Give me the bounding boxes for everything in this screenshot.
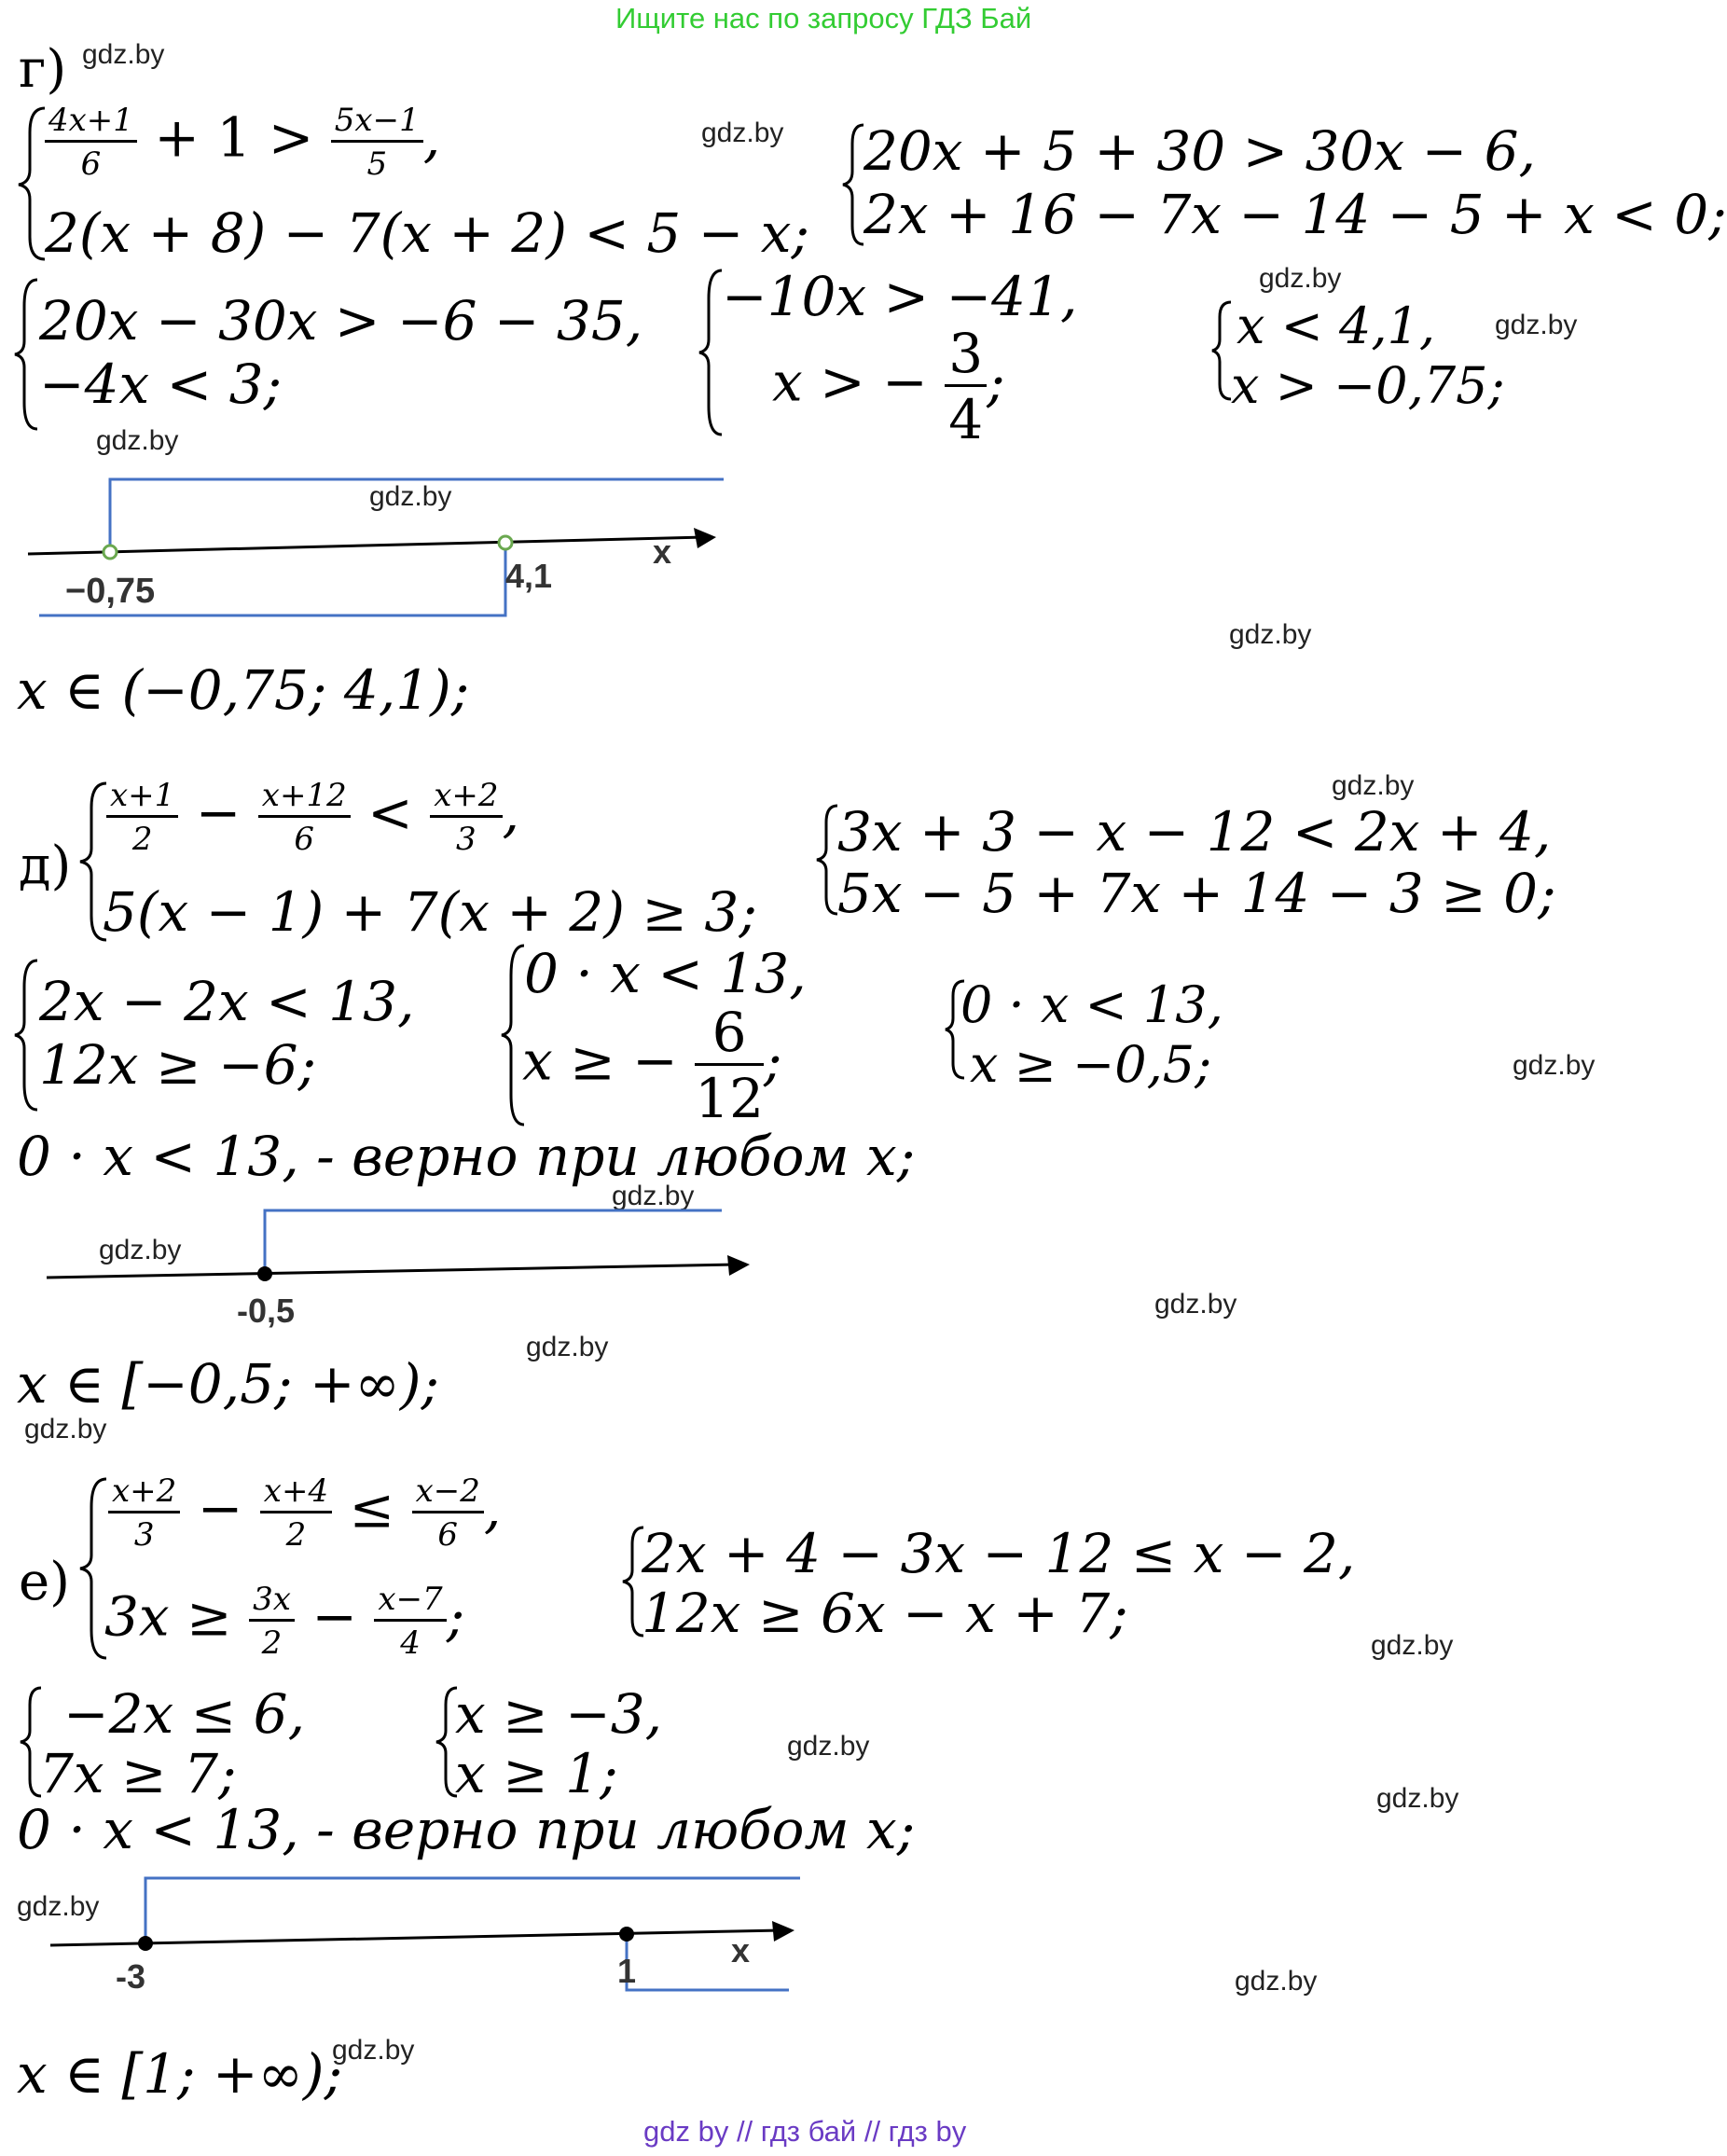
fraction-denominator: 2 xyxy=(285,1516,307,1554)
closed-point-icon xyxy=(619,1927,634,1942)
watermark: gdz.by xyxy=(99,1235,182,1265)
fraction-denominator: 3 xyxy=(133,1516,155,1554)
answer-d: x ∈ [−0,5; +∞); xyxy=(17,1352,440,1416)
equation-line: 5x − 5 + 7x + 14 − 3 ≥ 0; xyxy=(837,862,1556,925)
equation-line: 5(x − 1) + 7(x + 2) ≥ 3; xyxy=(103,880,757,944)
equation-line: 7x ≥ 7; xyxy=(39,1742,237,1805)
equation-line: x > −0,75; xyxy=(1231,356,1505,415)
watermark: gdz.by xyxy=(1376,1783,1459,1814)
part-label-e: е) xyxy=(19,1552,70,1612)
watermark: gdz.by xyxy=(1513,1050,1596,1081)
number-line-d xyxy=(0,1203,793,1334)
equation-line: 12x ≥ 6x − x + 7; xyxy=(642,1582,1128,1645)
watermark: gdz.by xyxy=(1371,1630,1454,1661)
watermark: gdz.by xyxy=(369,481,452,512)
equation-line: −2x ≤ 6, xyxy=(63,1682,306,1746)
watermark: gdz.by xyxy=(24,1414,107,1444)
closed-point-icon xyxy=(138,1936,153,1951)
equation-line: 20x − 30x > −6 − 35, xyxy=(39,289,643,352)
equation-line: 0 · x < 13, xyxy=(524,942,807,1005)
number-line-e xyxy=(0,1865,839,2014)
fraction-denominator: 4 xyxy=(400,1624,421,1662)
equation-line: 12x ≥ −6; xyxy=(39,1033,317,1097)
fraction-numerator: x−2 xyxy=(412,1475,484,1513)
watermark: gdz.by xyxy=(1235,1966,1318,1997)
equation-text: x ≥ − xyxy=(522,1029,678,1093)
fraction-numerator: x+2 xyxy=(430,780,502,818)
open-point-icon xyxy=(104,546,117,559)
equation-line: 2(x + 8) − 7(x + 2) < 5 − x; xyxy=(45,201,810,265)
fraction-denominator: 6 xyxy=(80,145,102,183)
watermark: gdz.by xyxy=(612,1181,695,1211)
fraction-denominator: 4 xyxy=(948,388,984,451)
brace-icon xyxy=(13,276,41,435)
equation-text: , xyxy=(502,781,519,845)
fraction-denominator: 6 xyxy=(294,821,315,858)
arrow-icon xyxy=(694,528,716,548)
part-label-g: г) xyxy=(19,39,67,100)
equation-line: −10x > −41, xyxy=(722,265,1078,328)
equation-line: 0 · x < 13, xyxy=(960,975,1223,1034)
fraction-denominator: 12 xyxy=(695,1067,765,1130)
equation-line: 2x + 16 − 7x − 14 − 5 + x < 0; xyxy=(864,183,1727,246)
number-line-g xyxy=(0,466,746,625)
equation-line: 2x − 2x < 13, xyxy=(39,970,415,1033)
axis-line xyxy=(50,1930,781,1945)
tick-label: 1 xyxy=(617,1952,637,1990)
watermark: gdz.by xyxy=(1495,310,1578,340)
equation-line: x ≥ −0,5; xyxy=(970,1035,1212,1094)
watermark: gdz.by xyxy=(17,1891,100,1922)
axis-line xyxy=(47,1265,737,1278)
equation-text: − xyxy=(311,1584,357,1649)
arrow-icon xyxy=(727,1255,750,1276)
watermark: gdz.by xyxy=(787,1731,870,1762)
equation-text: , xyxy=(422,105,441,170)
fraction-numerator: x−7 xyxy=(374,1583,446,1622)
equation-text: − xyxy=(197,1476,243,1541)
equation-line: x ≥ −3, xyxy=(455,1682,663,1746)
footer-text: gdz by // гдз бай // гдз by xyxy=(643,2115,967,2148)
watermark: gdz.by xyxy=(1229,619,1312,650)
equation-text: < xyxy=(367,781,413,845)
fraction-numerator: x+2 xyxy=(108,1475,180,1513)
arrow-icon xyxy=(772,1921,794,1942)
equation-text: , xyxy=(483,1476,502,1541)
fraction-numerator: 6 xyxy=(695,1005,764,1066)
watermark: gdz.by xyxy=(526,1332,609,1362)
fraction-denominator: 5 xyxy=(366,145,388,183)
equation-line: −4x < 3; xyxy=(39,352,283,416)
fraction-denominator: 3 xyxy=(456,821,477,858)
equation-line: 2x + 4 − 3x − 12 ≤ x − 2, xyxy=(642,1522,1356,1585)
equation-line xyxy=(772,322,1005,451)
interval-bracket-upper xyxy=(145,1878,800,1943)
tick-label: −0,75 xyxy=(65,572,156,611)
fraction-denominator: 6 xyxy=(437,1516,459,1554)
answer-e: x ∈ [1; +∞); xyxy=(17,2042,343,2106)
equation-line: x ≥ 1; xyxy=(455,1742,618,1805)
watermark: gdz.by xyxy=(1154,1289,1237,1320)
equation-text: ; xyxy=(446,1584,465,1649)
watermark: gdz.by xyxy=(96,425,179,456)
equation-text: ; xyxy=(987,350,1005,414)
fraction-numerator: 4x+1 xyxy=(45,104,137,143)
equation-line xyxy=(522,1001,782,1130)
part-label-d: д) xyxy=(19,836,72,896)
interval-bracket-upper xyxy=(110,479,724,552)
brace-icon xyxy=(13,957,41,1115)
header-text: Ищите нас по запросу ГДЗ Бай xyxy=(615,2,1032,35)
equation-line: x < 4,1, xyxy=(1237,297,1436,355)
equation-text: − xyxy=(195,781,242,845)
fraction-numerator: 3 xyxy=(945,326,987,387)
interval-bracket-upper xyxy=(265,1210,722,1274)
axis-variable: x xyxy=(731,1931,751,1969)
tick-label: 4,1 xyxy=(505,557,553,595)
closed-point-icon xyxy=(257,1266,272,1281)
fraction-numerator: x+12 xyxy=(258,780,351,818)
equation-text: 3x ≥ xyxy=(104,1584,232,1649)
fraction-numerator: 5x−1 xyxy=(331,104,423,143)
watermark: gdz.by xyxy=(1332,770,1415,801)
note-e: 0 · x < 13, - верно при любом x; xyxy=(17,1798,916,1861)
open-point-icon xyxy=(499,536,512,549)
equation-text: ≤ xyxy=(349,1476,395,1541)
watermark: gdz.by xyxy=(701,117,784,148)
fraction-numerator: x+1 xyxy=(106,780,178,818)
fraction-numerator: x+4 xyxy=(260,1475,332,1513)
note-d: 0 · x < 13, - верно при любом x; xyxy=(17,1125,916,1188)
watermark: gdz.by xyxy=(332,2035,415,2066)
watermark: gdz.by xyxy=(82,39,165,70)
equation-text: ; xyxy=(764,1029,782,1093)
tick-label: -0,5 xyxy=(237,1292,296,1330)
answer-g: x ∈ (−0,75; 4,1); xyxy=(17,658,470,722)
interval-bracket-lower xyxy=(627,1934,789,1990)
fraction-denominator: 2 xyxy=(261,1624,283,1662)
tick-label: -3 xyxy=(116,1957,146,1996)
equation-text: + 1 > xyxy=(154,105,314,170)
watermark: gdz.by xyxy=(1259,263,1342,294)
axis-line xyxy=(28,537,705,554)
axis-variable: x xyxy=(653,532,672,571)
equation-text: x > − xyxy=(772,350,928,414)
fraction-denominator: 2 xyxy=(131,821,153,858)
equation-line: 3x + 3 − x − 12 < 2x + 4, xyxy=(837,800,1552,864)
equation-line: 20x + 5 + 30 > 30x − 6, xyxy=(864,119,1536,183)
fraction-numerator: 3x xyxy=(249,1583,295,1622)
